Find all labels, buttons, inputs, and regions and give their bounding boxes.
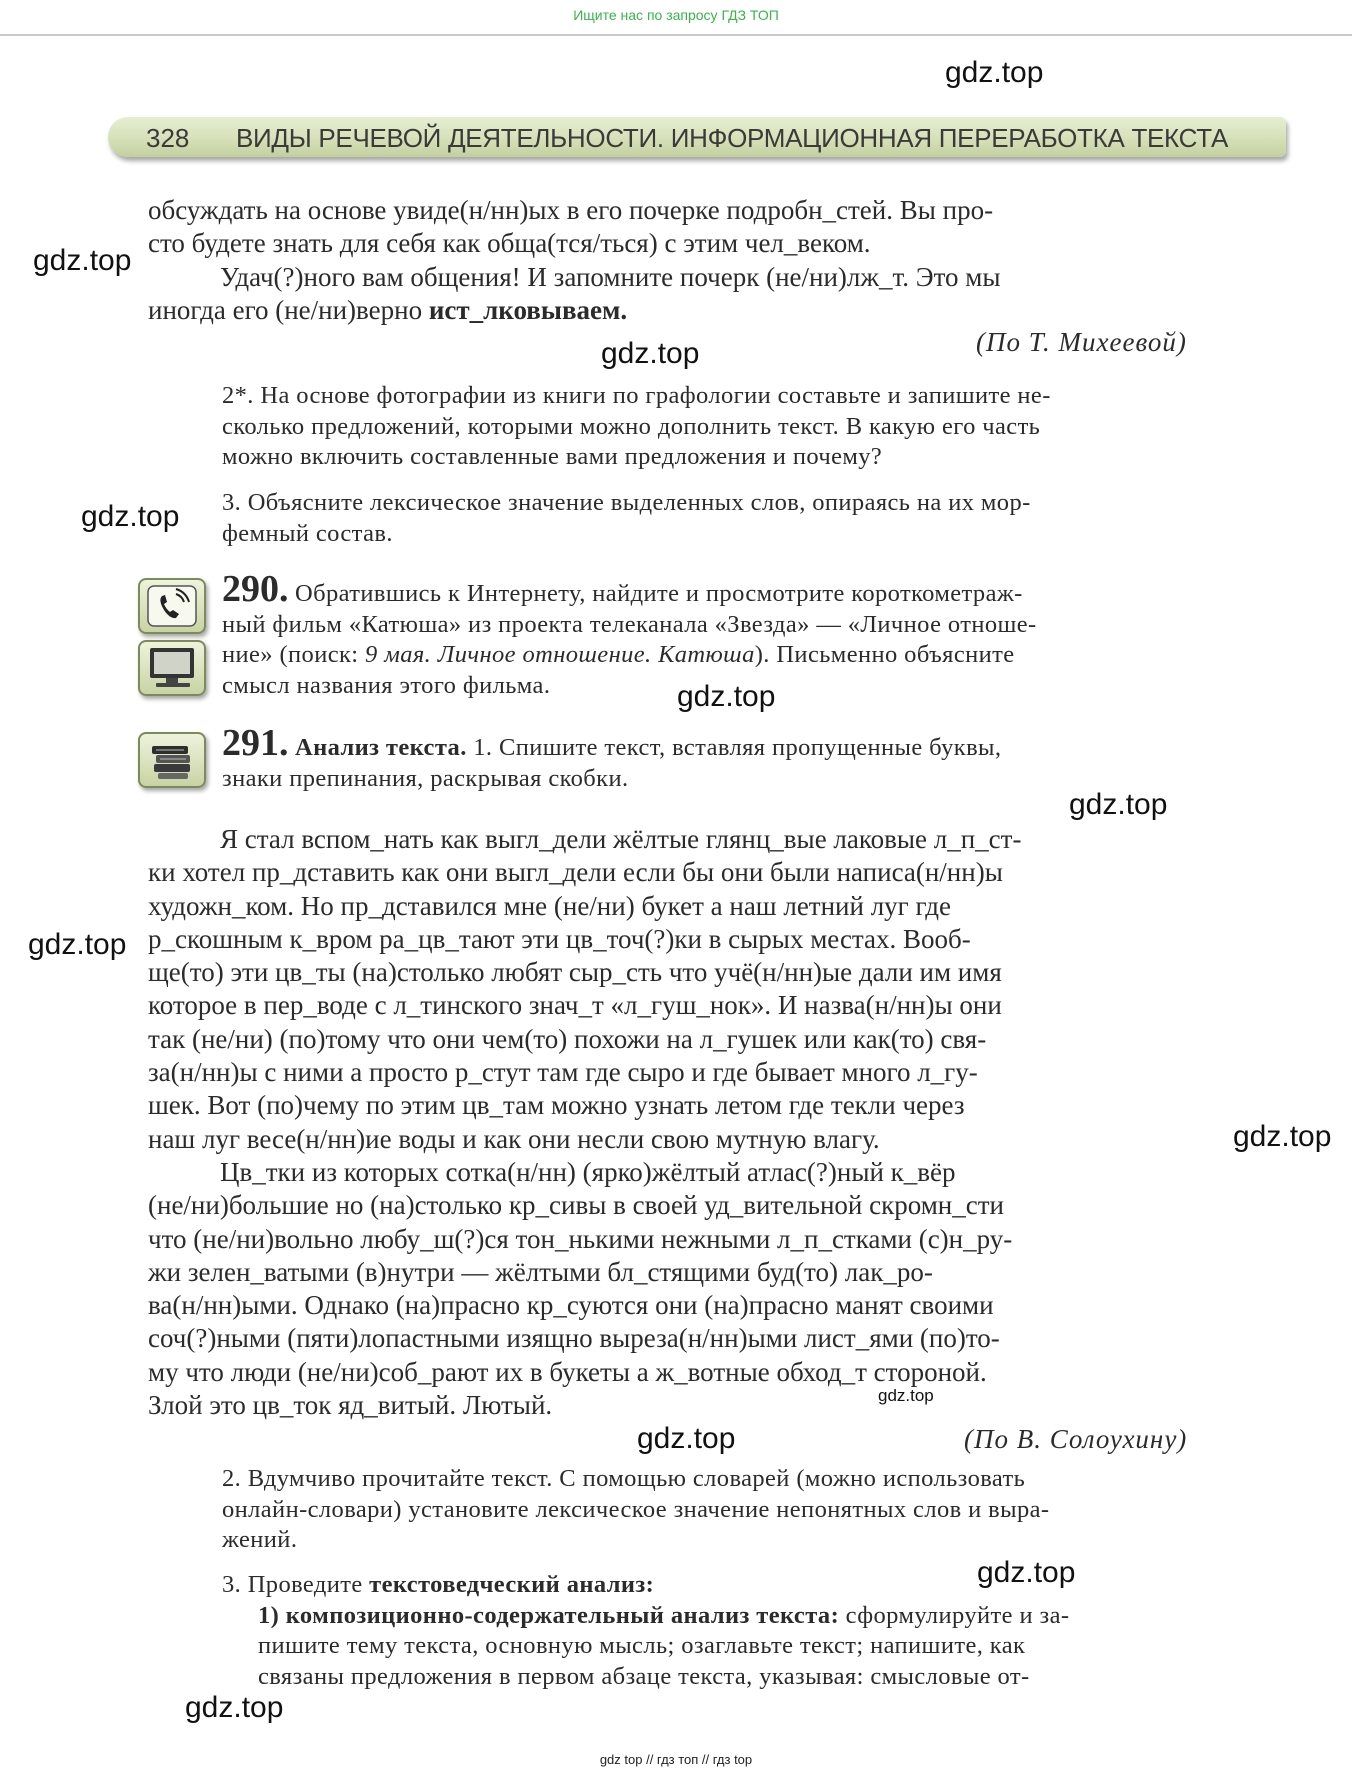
watermark: gdz.top	[878, 1386, 934, 1405]
text-line: за(н/нн)ы с ними а просто р_стут там где сыро и где бывает много л_гу-	[148, 1057, 978, 1088]
exercise-line: знаки препинания, раскрывая скобки.	[222, 764, 629, 792]
bold-term: текстоведческий анализ:	[369, 1571, 655, 1598]
task-291-2	[222, 1464, 1248, 1556]
task-line	[222, 1570, 1248, 1601]
page-header-title: ВИДЫ РЕЧЕВОЙ ДЕЯТЕЛЬНОСТИ. ИНФОРМАЦИОННАЯ ПЕРЕРАБОТКА ТЕКСТА	[236, 123, 1228, 153]
exercise-label: Анализ текста.	[288, 734, 467, 761]
task-line: можно включить составленные вами предложения и почему?	[222, 443, 883, 470]
text-line: шек. Вот (по)чему по этим цв_там можно узнать летом где текли через	[148, 1090, 965, 1121]
task-3	[222, 488, 1248, 549]
exercise-number: 291.	[222, 722, 289, 764]
watermark: gdz.top	[185, 1691, 284, 1724]
highlighted-word: ист_лковываем.	[428, 294, 628, 325]
promo-link[interactable]: Ищите нас по запросу ГДЗ ТОП	[573, 7, 779, 23]
watermark: gdz.top	[81, 500, 180, 533]
task-line: фемный состав.	[222, 519, 393, 547]
books-icon	[138, 732, 206, 788]
text-line: ва(н/нн)ыми. Однако (на)прасно кр_суются они (на)прасно манят своими	[148, 1290, 994, 1321]
top-bar	[0, 0, 1352, 36]
page-header	[108, 117, 1286, 157]
watermark: gdz.top	[945, 56, 1044, 89]
task-line: 3. Объясните лексическое значение выделенных слов, опираясь на их мор-	[222, 489, 1031, 516]
task-line: онлайн-словари) установите лексическое значение непонятных слов и выра-	[222, 1495, 1050, 1523]
search-query: 9 мая. Личное отношение. Катюша	[365, 641, 755, 668]
text-line	[148, 294, 1248, 327]
text-line: обсуждать на основе увиде(н/нн)ых в его почерке подробн_стей. Вы про-	[148, 195, 994, 225]
text-line: р_скошным к_вром ра_цв_тают эти цв_точ(?)ки в сырых местах. Вооб-	[148, 923, 971, 954]
exercise-line	[222, 722, 1248, 764]
text-line: Злой это цв_ток яд_витый. Лютый.	[148, 1390, 553, 1421]
text-fragment: иногда его (не/ни)верно	[148, 294, 429, 325]
text-line: ще(то) эти цв_ты (на)столько любят сыр_сть что учё(н/нн)ые дали им имя	[148, 957, 1002, 988]
watermark: gdz.top	[1069, 788, 1168, 821]
task-line: пишите тему текста, основную мысль; озаглавьте текст; напишите, как	[258, 1632, 1026, 1659]
watermark: gdz.top	[28, 928, 127, 961]
text-fragment: ние» (поиск:	[222, 641, 366, 668]
text-line: Цв_тки из которых сотка(н/нн) (ярко)жёлтый атлас(?)ный к_вёр	[220, 1156, 956, 1187]
text-line: так (не/ни) (по)тому что они чем(то) похожи на л_гушек или как(то) свя-	[148, 1023, 987, 1054]
text-line: соч(?)ными (пяти)лопастными изящно выреза(н/нн)ыми лист_ями (по)то-	[148, 1323, 1000, 1354]
text-line: ки хотел пр_дставить как они выгл_дели если бы они были написа(н/нн)ы	[148, 857, 1003, 888]
exercise-line	[222, 640, 1248, 671]
source-attribution: (По В. Солоухину)	[964, 1424, 1188, 1454]
exercise-line: ный фильм «Катюша» из проекта телеканала «Звезда» — «Личное отноше-	[222, 610, 1037, 638]
main-text	[148, 823, 1248, 1422]
watermark: gdz.top	[601, 337, 700, 370]
page-number: 328	[146, 123, 190, 153]
text-line: художн_ком. Но пр_дставился мне (не/ни) букет а наш летний луг где	[148, 890, 951, 921]
text-line: наш луг весе(н/нн)ие воды и как они несли свою мутную влагу.	[148, 1123, 880, 1154]
text-line: которое в пер_воде с л_тинского знач_т «л_гуш_нок». И назва(н/нн)ы они	[148, 990, 1002, 1021]
exercise-290	[222, 568, 1248, 701]
source-attribution: (По Т. Михеевой)	[976, 327, 1187, 357]
task-291-3	[222, 1570, 1248, 1692]
watermark: gdz.top	[33, 244, 132, 277]
bold-term: 1) композиционно-содержательный анализ текста:	[258, 1601, 840, 1629]
footer-links[interactable]: gdz top // гдз топ // гдз top	[599, 1752, 753, 1767]
text-line: му что люди (не/ни)соб_рают их в букеты а ж_вотные обход_т стороной.	[148, 1356, 987, 1387]
watermark: gdz.top	[637, 1422, 736, 1455]
text-line: жи зелен_ватыми (в)нутри — жёлтыми бл_стящими буд(то) лак_ро-	[148, 1256, 933, 1287]
text-line: Я стал вспом_нать как выгл_дели жёлтые глянц_вые лаковые л_п_ст-	[220, 824, 1022, 854]
text-fragment: 3. Проведите	[222, 1571, 370, 1598]
task-2	[222, 381, 1248, 473]
text-fragment: ). Письменно объясните	[754, 641, 1015, 668]
task-line: связаны предложения в первом абзаце текста, указывая: смысловые от-	[258, 1662, 1030, 1690]
text-line: что (не/ни)вольно любу_ш(?)ся тон_нькими нежными л_п_стками (с)н_ру-	[148, 1223, 1013, 1254]
watermark: gdz.top	[977, 1556, 1076, 1589]
text-fragment: 1. Спишите текст, вставляя пропущенные буквы,	[466, 734, 1002, 761]
task-line: 2. Вдумчиво прочитайте текст. С помощью словарей (можно использовать	[222, 1465, 1026, 1492]
task-line	[222, 1601, 1248, 1632]
exercise-line: смысл названия этого фильма.	[222, 671, 551, 699]
task-line: жений.	[222, 1526, 298, 1553]
text-fragment: Обратившись к Интернету, найдите и просмотрите короткометраж-	[288, 580, 1023, 607]
text-line: Удач(?)ного вам общения! И запомните почерк (не/ни)лж_т. Это мы	[220, 261, 1001, 292]
computer-icon	[138, 640, 206, 696]
task-line: сколько предложений, которыми можно дополнить текст. В какую его часть	[222, 412, 1041, 440]
exercise-number: 290.	[222, 568, 289, 610]
text-line: сто будете знать для себя как обща(тся/ться) с этим чел_веком.	[148, 228, 871, 259]
text-fragment: сформулируйте и за-	[839, 1601, 1070, 1629]
text-line: (не/ни)большие но (на)столько кр_сивы в своей уд_вительной скромн_сти	[148, 1190, 1004, 1221]
intro-text	[148, 194, 1248, 327]
watermark: gdz.top	[1233, 1120, 1332, 1153]
exercise-line	[222, 568, 1248, 610]
phone-icon	[138, 578, 206, 634]
task-line: 2*. На основе фотографии из книги по графологии составьте и запишите не-	[222, 382, 1051, 409]
watermark: gdz.top	[677, 680, 776, 713]
exercise-291	[222, 722, 1248, 794]
